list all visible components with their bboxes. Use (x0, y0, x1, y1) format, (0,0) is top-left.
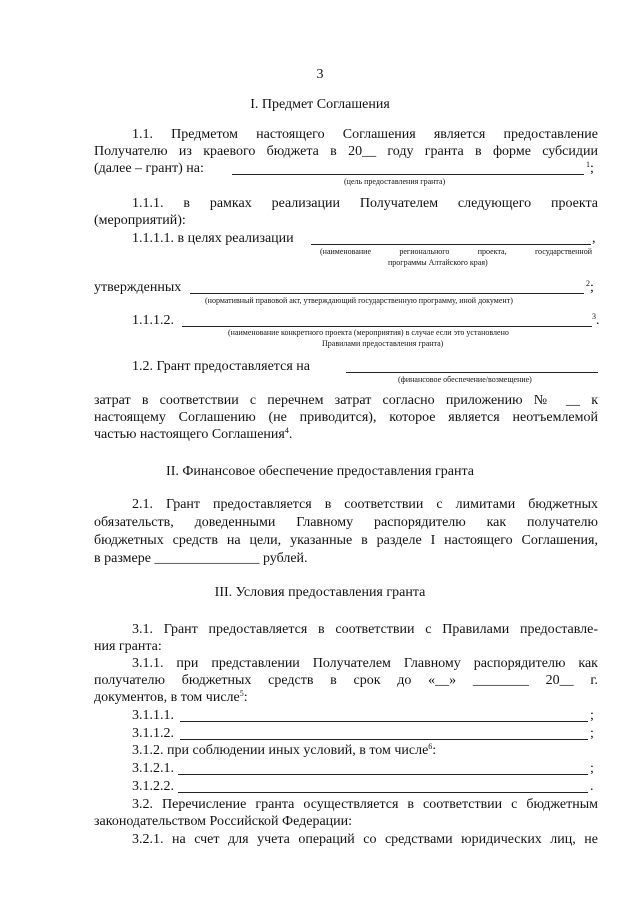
para-1-1-1-line2: (мероприятий): (94, 213, 186, 228)
footnote-3: 3 (592, 312, 596, 321)
para-1-2-line3: настоящему Соглашению (не приводится), которое является неотъемлемой (94, 410, 598, 425)
caption-project-line1: (наименование конкретного проекта (мероприятия) в случае если это установлено (228, 328, 509, 337)
section-2-title: II. Финансовое обеспечение предоставления гранта (166, 464, 474, 479)
item-3-1-2-2: 3.1.2.2. (132, 779, 174, 794)
para-3-1-1-line2: получателю бюджетных средств в срок до «__» ________ 20__ г. (94, 673, 598, 688)
para-3-1-1-line1: 3.1.1. при представлении Получателем Главному распорядителю как (132, 656, 598, 671)
item-3-1-1-1-line (180, 721, 588, 722)
section-3-title: III. Условия предоставления гранта (214, 585, 426, 600)
project-blank-line (182, 326, 592, 327)
para-1-1-1-line1: 1.1.1. в рамках реализации Получателем следующего проекта (132, 196, 598, 211)
item-3-1-1-2-line (180, 739, 588, 740)
para-3-1-line1: 3.1. Грант предоставляется в соответствии с Правилами предоставле- (132, 622, 598, 637)
footnote-1: 1 (586, 160, 590, 169)
caption-act: (нормативный правовой акт, утверждающий государственную программу, иной документ) (205, 296, 513, 305)
item-3-1-2-1-line (178, 774, 588, 775)
para-1-1-1-2: 1.1.1.2. (132, 313, 174, 328)
act-blank-line (190, 293, 584, 294)
para-3-1-1-line3: документов, в том числе$^5$: (94, 689, 248, 705)
item-3-1-1-2-semicolon: ; (590, 726, 594, 741)
para-2-1-line4: в размере _______________ рублей. (94, 551, 308, 566)
item-3-1-2-1-semicolon: ; (590, 761, 594, 776)
para-3-2-1-line1: 3.2.1. на счет для учета операций со средствами юридических лиц, не (132, 832, 598, 847)
footnote-5: 5 (239, 689, 244, 698)
footnote-2: 2 (586, 279, 590, 288)
item-3-1-2-2-line (178, 792, 588, 793)
para-1-1-line3: (далее – грант) на: (94, 161, 204, 176)
item-3-1-2-2-dot: . (590, 779, 594, 794)
caption-goal: (цель предоставления гранта) (344, 177, 446, 186)
footnote-4: 4 (284, 426, 289, 435)
page-number: 3 (316, 67, 324, 82)
item-3-1-2-1: 3.1.2.1. (132, 761, 174, 776)
para-3-2-line1: 3.2. Перечисление гранта осуществляется в соответствии с бюджетным (132, 797, 598, 812)
para-1-2-line2: затрат в соответствии с перечнем затрат согласно приложению № __ к (94, 393, 598, 408)
para-1-1-1-2-terminator: $^3$. (592, 312, 600, 328)
para-2-1-line3: бюджетных средств на цели, указанные в разделе I настоящего Соглашения, (94, 533, 598, 548)
item-3-1-1-1-semicolon: ; (590, 708, 594, 723)
para-2-1-line1: 2.1. Грант предоставляется в соответствии с лимитами бюджетных (132, 497, 598, 512)
caption-project-line2: Правилами предоставления гранта) (322, 339, 444, 348)
finance-blank-line (346, 372, 598, 373)
para-1-1-line1: 1.1. Предметом настоящего Соглашения является предоставление (132, 127, 598, 142)
para-3-1-line2: ния гранта: (94, 639, 162, 654)
para-1-1-terminator: $^1$; (586, 160, 594, 176)
para-1-1-line2: Получателю из краевого бюджета в 20__ году гранта в форме субсидии (94, 144, 598, 159)
para-2-1-line2: обязательств, доведенными Главному распорядителю как получателю (94, 515, 598, 530)
section-1-title: I. Предмет Соглашения (250, 97, 390, 112)
approved-label: утвержденных (94, 280, 182, 295)
footnote-6: 6 (428, 742, 433, 751)
para-1-1-1-1-comma: , (592, 231, 596, 246)
para-1-2-line1: 1.2. Грант предоставляется на (132, 359, 310, 374)
goal-blank-line (232, 174, 584, 175)
item-3-1-1-2: 3.1.1.2. (132, 726, 174, 741)
para-3-2-line2: законодательством Российской Федерации: (94, 814, 353, 829)
approved-terminator: $^2$; (586, 279, 594, 295)
caption-program-line1: (наименование регионального проекта, государственной (320, 247, 592, 256)
program-blank-line (311, 244, 591, 245)
para-1-2-line4: частью настоящего Соглашения$^4$. (94, 426, 293, 442)
caption-finance: (финансовое обеспечение/возмещение) (398, 375, 532, 384)
para-3-1-2: 3.1.2. при соблюдении иных условий, в том числе$^6$: (132, 742, 437, 758)
caption-program-line2: программы Алтайского края) (388, 258, 488, 267)
item-3-1-1-1: 3.1.1.1. (132, 708, 174, 723)
para-1-1-1-1: 1.1.1.1. в целях реализации (132, 231, 294, 246)
